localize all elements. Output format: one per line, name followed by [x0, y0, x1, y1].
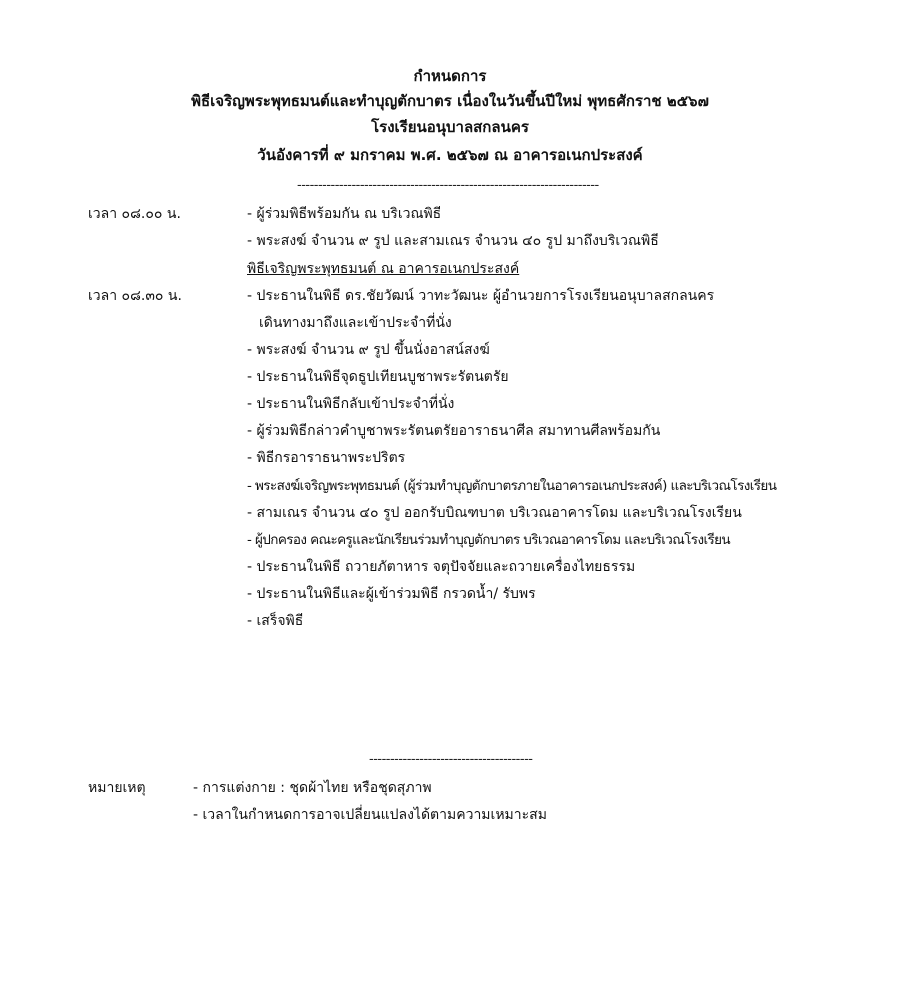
- schedule-item: - ผู้ร่วมพิธีกล่าวคำบูชาพระรัตนตรัยอาราธนาศีล สมาทานศีลพร้อมกัน: [247, 423, 661, 439]
- schedule-item-continuation: เดินทางมาถึงและเข้าประจำที่นั่ง: [259, 315, 452, 331]
- schedule-item: - ผู้ปกครอง คณะครูและนักเรียนร่วมทำบุญตักบาตร บริเวณอาคารโดม และบริเวณโรงเรียน: [247, 532, 731, 548]
- schedule-item: - พิธีกรอาราธนาพระปริตร: [247, 450, 406, 466]
- school-name: โรงเรียนอนุบาลสกลนคร: [371, 118, 529, 136]
- header-separator: ------------------------------------------------------------------------: [297, 179, 599, 193]
- schedule-item: - สามเณร จำนวน ๔๐ รูป ออกรับบิณฑบาต บริเวณอาคารโดม และบริเวณโรงเรียน: [247, 505, 742, 521]
- ceremony-title: พิธีเจริญพระพุทธมนต์และทำบุญตักบาตร เนื่องในวันขึ้นปีใหม่ พุทธศักราช ๒๕๖๗: [191, 92, 709, 110]
- ceremony-date: วันอังคารที่ ๙ มกราคม พ.ศ. ๒๕๖๗ ณ อาคารอเนกประสงค์: [257, 146, 643, 164]
- schedule-item: - เสร็จพิธี: [247, 613, 304, 629]
- schedule-item: - ประธานในพิธีกลับเข้าประจำที่นั่ง: [247, 396, 455, 412]
- schedule-item: - พระสงฆ์ จำนวน ๙ รูป ขึ้นนั่งอาสน์สงฆ์: [247, 342, 490, 358]
- schedule-item: - ประธานในพิธี ดร.ชัยวัฒน์ วาทะวัฒนะ ผู้อำนวยการโรงเรียนอนุบาลสกลนคร: [247, 288, 715, 304]
- note-label: หมายเหตุ: [88, 780, 146, 796]
- schedule-item: - ประธานในพิธีจุดธูปเทียนบูชาพระรัตนตรัย: [247, 369, 509, 385]
- schedule-item: - ประธานในพิธี ถวายภัตาหาร จตุปัจจัยและถวายเครื่องไทยธรรม: [247, 559, 636, 575]
- note-item: - เวลาในกำหนดการอาจเปลี่ยนแปลงได้ตามความเหมาะสม: [193, 807, 547, 823]
- schedule-item: - ผู้ร่วมพิธีพร้อมกัน ณ บริเวณพิธี: [247, 206, 442, 222]
- note-item: - การแต่งกาย : ชุดผ้าไทย หรือชุดสุภาพ: [193, 780, 432, 796]
- schedule-item: - พระสงฆ์เจริญพระพุทธมนต์ (ผู้ร่วมทำบุญตักบาตรภายในอาคารอเนกประสงค์) และบริเวณโรงเรียน: [247, 478, 777, 494]
- schedule-item: - ประธานในพิธีและผู้เข้าร่วมพิธี กรวดน้ำ/ รับพร: [247, 586, 536, 602]
- time-0800: เวลา ๐๘.๐๐ น.: [88, 206, 181, 222]
- time-0830: เวลา ๐๘.๓๐ น.: [88, 288, 182, 304]
- section-subheading: พิธีเจริญพระพุทธมนต์ ณ อาคารอเนกประสงค์: [247, 261, 520, 277]
- footer-separator: ---------------------------------------: [369, 753, 533, 767]
- doc-title: กำหนดการ: [413, 67, 487, 85]
- schedule-item: - พระสงฆ์ จำนวน ๙ รูป และสามเณร จำนวน ๔๐ รูป มาถึงบริเวณพิธี: [247, 233, 659, 249]
